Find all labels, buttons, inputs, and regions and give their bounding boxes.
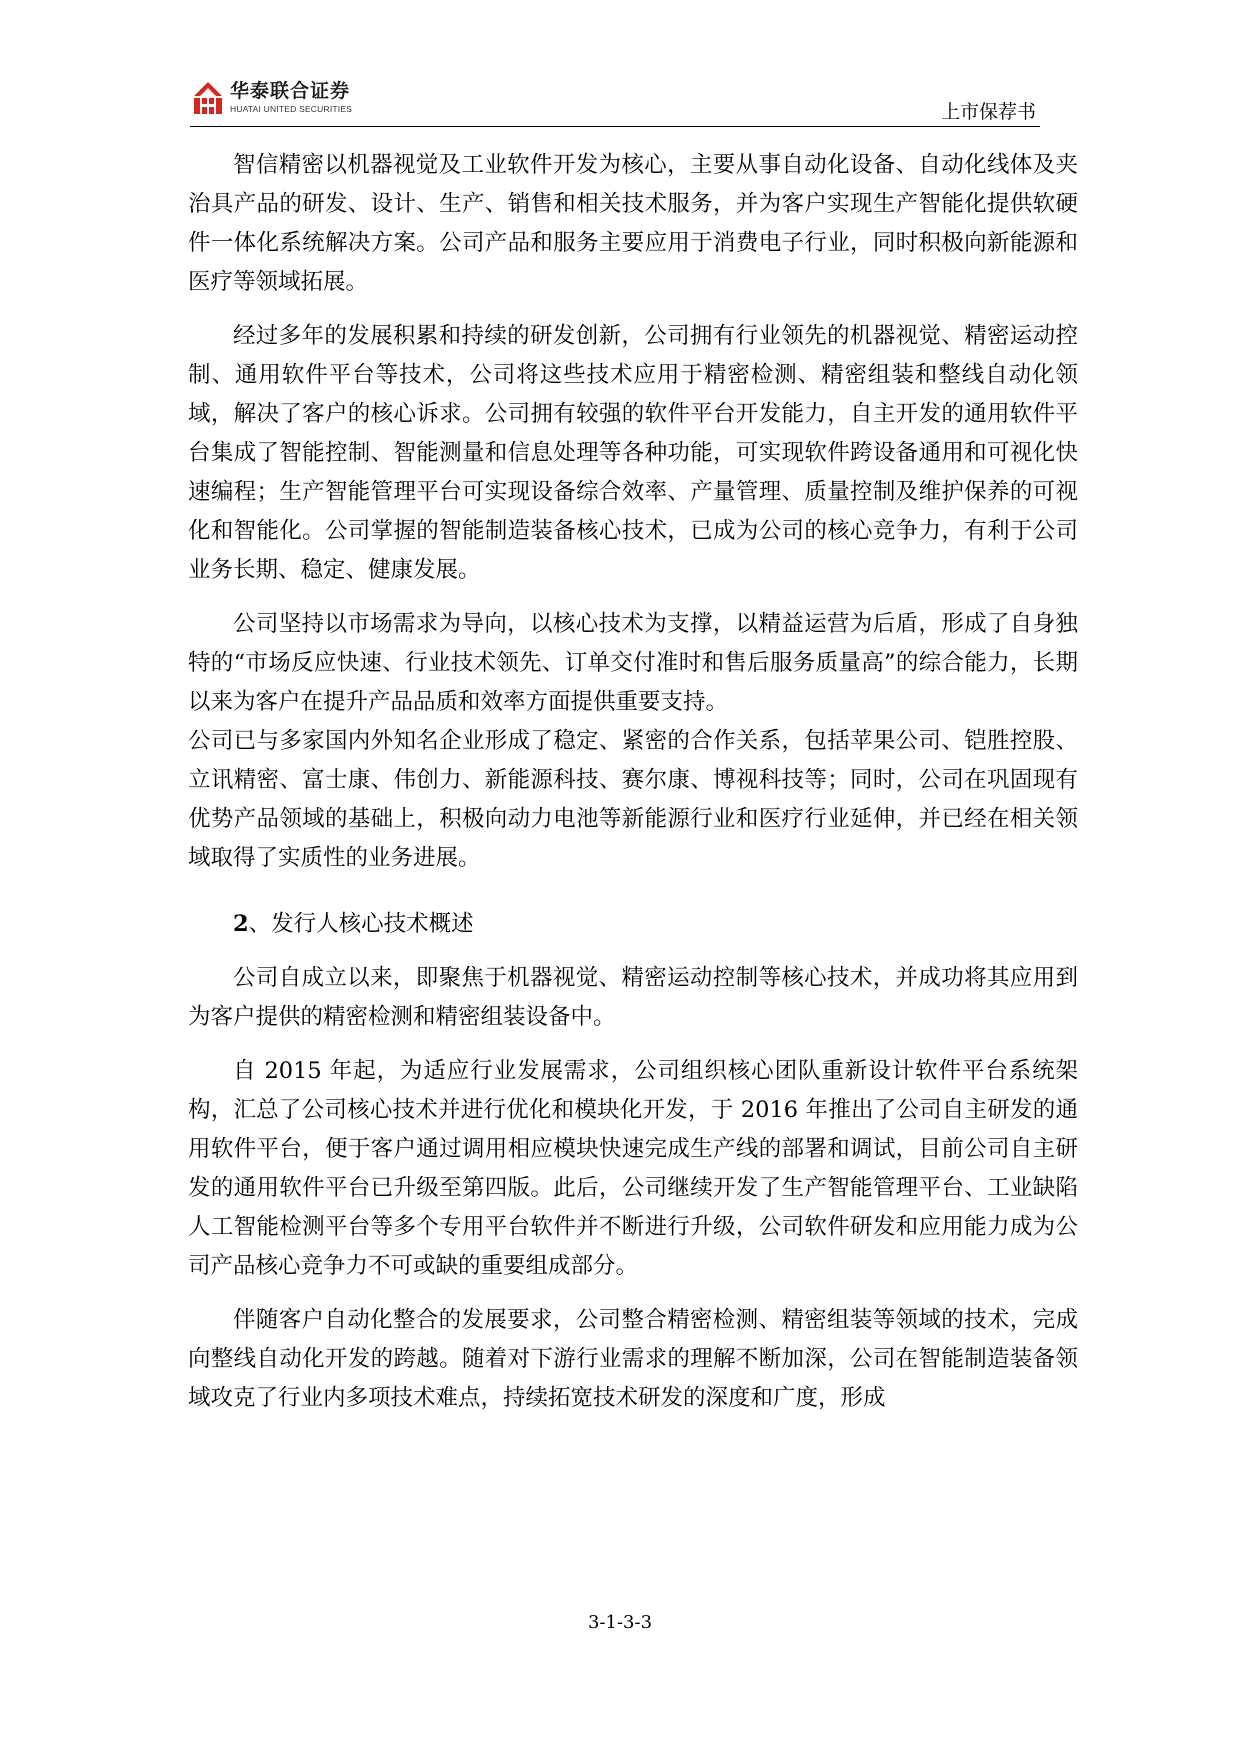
- logo-english-name: HUATAI UNITED SECURITIES: [230, 104, 353, 114]
- logo-chinese-name: 华泰联合证券: [230, 80, 351, 102]
- document-type: 上市保荐书: [940, 101, 1036, 123]
- page-header: [190, 70, 1040, 126]
- paragraph-core-tech: 公司自成立以来，即聚焦于机器视觉、精密运动控制等核心技术，并成功将其应用到为客户提供的精密检测和精密组装设备中。: [188, 965, 1078, 1030]
- company-logo: [190, 80, 370, 116]
- document-body: [188, 146, 1078, 1433]
- paragraph-integration: 伴随客户自动化整合的发展要求，公司整合精密检测、精密组装等领域的技术，完成向整线自动化开发的跨越。随着对下游行业需求的理解不断加深，公司在智能制造装备领域攻克了行业内多项技术难点，持续拓宽技术研发的深度和广度，形成: [188, 1307, 1078, 1411]
- huatai-logo-icon: [190, 80, 226, 116]
- paragraph-market-strategy: 公司坚持以市场需求为导向，以核心技术为支撑，以精益运营为后盾，形成了自身独特的“市场反应快速、行业技术领先、订单交付准时和售后服务质量高”的综合能力，长期以来为客户在提升产品品质和效率方面提供重要支持。: [188, 611, 1078, 715]
- section-title: 、发行人核心技术概述: [248, 911, 474, 937]
- header-divider: [190, 126, 1040, 127]
- page-number: 3-1-3-3: [587, 1612, 653, 1633]
- section-number: 2: [233, 911, 249, 937]
- paragraph-company-overview: 智信精密以机器视觉及工业软件开发为核心，主要从事自动化设备、自动化线体及夹治具产品的研发、设计、生产、销售和相关技术服务，并为客户实现生产智能化提供软硬件一体化系统解决方案。公司产品和服务主要应用于消费电子行业，同时积极向新能源和医疗等领域拓展。: [188, 152, 1078, 295]
- paragraph-partners: 公司已与多家国内外知名企业形成了稳定、紧密的合作关系，包括苹果公司、铠胜控股、立讯精密、富士康、伟创力、新能源科技、赛尔康、博视科技等；同时，公司在巩固现有优势产品领域的基础上，积极向动力电池等新能源行业和医疗行业延伸，并已经在相关领域取得了实质性的业务进展。: [188, 728, 1078, 871]
- paragraph-software-platform: 自 2015 年起，为适应行业发展需求，公司组织核心团队重新设计软件平台系统架构，汇总了公司核心技术并进行优化和模块化开发，于 2016 年推出了公司自主研发的通用软件平台，便于客户通过调用相应模块快速完成生产线的部署和调试，目前公司自主研发的通用软件平台已升级至第四版。此后，公司继续开发了生产智能管理平台、工业缺陷人工智能检测平台等多个专用平台软件并不断进行升级，公司软件研发和应用能力成为公司产品核心竞争力不可或缺的重要组成部分。: [188, 1058, 1078, 1279]
- section-heading: [188, 905, 1078, 944]
- paragraph-technology: 经过多年的发展积累和持续的研发创新，公司拥有行业领先的机器视觉、精密运动控制、通用软件平台等技术，公司将这些技术应用于精密检测、精密组装和整线自动化领域，解决了客户的核心诉求。公司拥有较强的软件平台开发能力，自主开发的通用软件平台集成了智能控制、智能测量和信息处理等各种功能，可实现软件跨设备通用和可视化快速编程；生产智能管理平台可实现设备综合效率、产量管理、质量控制及维护保养的可视化和智能化。公司掌握的智能制造装备核心技术，已成为公司的核心竞争力，有利于公司业务长期、稳定、健康发展。: [188, 323, 1078, 583]
